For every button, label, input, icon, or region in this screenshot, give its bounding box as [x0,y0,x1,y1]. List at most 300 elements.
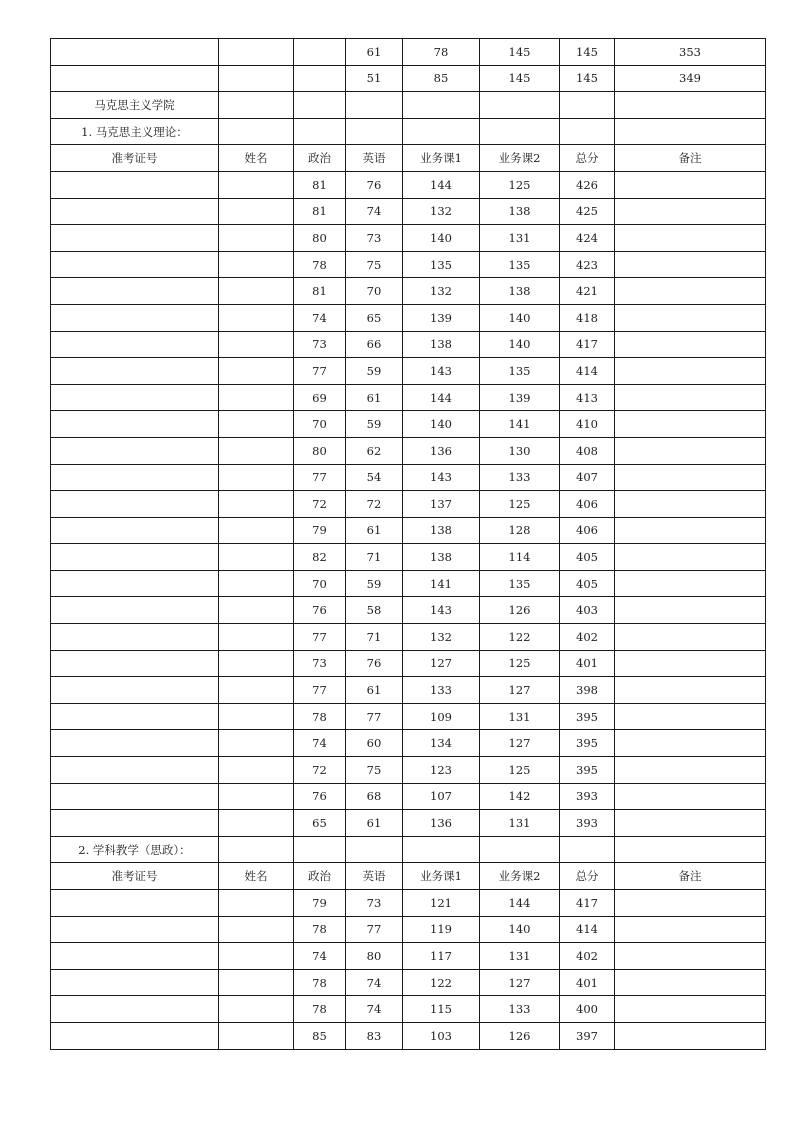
english-score: 61 [346,810,403,837]
empty-cell [294,836,346,863]
note-cell [615,916,766,943]
name-masked [219,225,294,252]
name-masked [219,943,294,970]
header-id: 准考证号 [51,145,219,172]
table-row [51,969,766,996]
english-score: 80 [346,943,403,970]
header-yy: 英语 [346,145,403,172]
header-ywk1: 业务课1 [403,863,480,890]
total-score: 421 [560,278,615,305]
course1-score: 123 [403,757,480,784]
header-yy: 英语 [346,863,403,890]
exam-id-masked [51,703,219,730]
table-row [51,996,766,1023]
total-score: 414 [560,916,615,943]
course1-score: 138 [403,331,480,358]
header-note: 备注 [615,863,766,890]
total-score: 410 [560,411,615,438]
name-masked [219,1022,294,1049]
english-score: 70 [346,278,403,305]
note-cell [615,677,766,704]
note-cell [615,358,766,385]
empty-cell [403,836,480,863]
course1-score: 143 [403,464,480,491]
politics-score: 76 [294,783,346,810]
course2-score: 144 [480,890,560,917]
english-score: 61 [346,677,403,704]
english-score: 61 [346,517,403,544]
exam-id-masked [51,783,219,810]
empty-cell [219,118,294,145]
course1-score: 103 [403,1022,480,1049]
name-masked [219,491,294,518]
english-score: 78 [403,39,480,66]
exam-id-masked [51,996,219,1023]
total-score: 425 [560,198,615,225]
english-score: 74 [346,198,403,225]
name-masked [219,411,294,438]
note-cell [615,491,766,518]
empty-cell [219,836,294,863]
politics-score: 72 [294,757,346,784]
english-score: 71 [346,624,403,651]
course1-score: 143 [403,358,480,385]
exam-id-masked [51,225,219,252]
masked-cell [219,39,294,66]
table-row [51,437,766,464]
exam-id-masked [51,810,219,837]
exam-id-masked [51,437,219,464]
name-masked [219,517,294,544]
politics-score: 77 [294,464,346,491]
note-cell [615,757,766,784]
masked-cell [294,65,346,92]
name-masked [219,783,294,810]
total-score: 395 [560,757,615,784]
english-score: 76 [346,650,403,677]
total-score: 402 [560,624,615,651]
note-cell [615,411,766,438]
table-row [51,464,766,491]
english-score: 66 [346,331,403,358]
table-row [51,624,766,651]
name-masked [219,570,294,597]
empty-cell [560,118,615,145]
english-score: 59 [346,358,403,385]
note-cell [615,624,766,651]
total-score: 424 [560,225,615,252]
course1-score: 144 [403,384,480,411]
note-cell [615,171,766,198]
politics-score: 80 [294,225,346,252]
english-score: 72 [346,491,403,518]
table-row [51,677,766,704]
politics-score: 69 [294,384,346,411]
empty-cell [346,836,403,863]
table-row [51,251,766,278]
course1-score: 119 [403,916,480,943]
name-masked [219,916,294,943]
header-ywk2: 业务课2 [480,863,560,890]
total-score: 417 [560,890,615,917]
note-cell [615,384,766,411]
course2-score: 133 [480,996,560,1023]
name-masked [219,969,294,996]
course1-score: 138 [403,517,480,544]
name-masked [219,251,294,278]
college-title: 马克思主义学院 [51,92,219,119]
english-score: 73 [346,225,403,252]
course2-score: 127 [480,969,560,996]
empty-cell [294,92,346,119]
exam-id-masked [51,278,219,305]
course2-score: 126 [480,1022,560,1049]
exam-id-masked [51,570,219,597]
course1-score: 135 [403,251,480,278]
note-cell [615,730,766,757]
politics-score: 78 [294,251,346,278]
course2-score: 145 [560,39,615,66]
politics-score: 78 [294,703,346,730]
english-score: 59 [346,570,403,597]
exam-id-masked [51,650,219,677]
name-masked [219,384,294,411]
note-cell [615,198,766,225]
course1-score: 145 [480,39,560,66]
course2-score: 131 [480,225,560,252]
college-row [51,92,766,119]
course2-score: 135 [480,570,560,597]
header-row [51,863,766,890]
table-row [51,278,766,305]
total-score: 407 [560,464,615,491]
table-row [51,198,766,225]
course1-score: 140 [403,225,480,252]
exam-id-masked [51,198,219,225]
exam-id-masked [51,1022,219,1049]
name-masked [219,810,294,837]
course2-score: 125 [480,171,560,198]
politics-score: 65 [294,810,346,837]
exam-id-masked [51,624,219,651]
note-cell [615,437,766,464]
table-row [51,331,766,358]
politics-score: 81 [294,171,346,198]
exam-id-masked [51,464,219,491]
english-score: 74 [346,996,403,1023]
total-score: 418 [560,304,615,331]
politics-score: 77 [294,358,346,385]
empty-cell [615,118,766,145]
note-cell [615,331,766,358]
name-masked [219,757,294,784]
table-row [51,517,766,544]
course2-score: 140 [480,331,560,358]
name-masked [219,437,294,464]
header-name: 姓名 [219,863,294,890]
header-id: 准考证号 [51,863,219,890]
course2-score: 138 [480,198,560,225]
masked-cell [219,65,294,92]
total-score: 401 [560,650,615,677]
politics-score: 73 [294,650,346,677]
empty-cell [219,92,294,119]
name-masked [219,304,294,331]
name-masked [219,278,294,305]
note-cell [615,943,766,970]
table-row [51,358,766,385]
note-cell [615,969,766,996]
english-score: 75 [346,251,403,278]
course1-score: 144 [403,171,480,198]
empty-cell [480,118,560,145]
exam-id-masked [51,411,219,438]
section-title: 1. 马克思主义理论： [51,118,219,145]
note-cell [615,544,766,571]
note-cell [615,304,766,331]
course2-score: 135 [480,251,560,278]
total-score: 349 [615,65,766,92]
exam-id-masked [51,171,219,198]
name-masked [219,464,294,491]
note-cell [615,278,766,305]
politics-score: 74 [294,943,346,970]
course1-score: 134 [403,730,480,757]
exam-id-masked [51,969,219,996]
exam-id-masked [51,384,219,411]
table-row [51,570,766,597]
table-row [51,225,766,252]
exam-id-masked [51,544,219,571]
table-row [51,304,766,331]
exam-id-masked [51,304,219,331]
exam-id-masked [51,517,219,544]
note-cell [615,597,766,624]
politics-score: 80 [294,437,346,464]
course2-score: 141 [480,411,560,438]
note-cell [615,810,766,837]
course1-score: 141 [403,570,480,597]
table-row [51,39,766,66]
course1-score: 136 [403,437,480,464]
table-row [51,411,766,438]
course1-score: 143 [403,597,480,624]
english-score: 73 [346,890,403,917]
total-score: 403 [560,597,615,624]
total-score: 414 [560,358,615,385]
table-row [51,597,766,624]
english-score: 59 [346,411,403,438]
course2-score: 122 [480,624,560,651]
politics-score: 78 [294,969,346,996]
politics-score: 81 [294,198,346,225]
total-score: 397 [560,1022,615,1049]
note-cell [615,783,766,810]
english-score: 77 [346,916,403,943]
table-row [51,730,766,757]
note-cell [615,996,766,1023]
course2-score: 131 [480,943,560,970]
politics-score: 77 [294,677,346,704]
exam-id-masked [51,597,219,624]
course2-score: 140 [480,304,560,331]
politics-score: 81 [294,278,346,305]
table-row [51,890,766,917]
name-masked [219,890,294,917]
exam-id-masked [51,491,219,518]
table-row [51,650,766,677]
course2-score: 133 [480,464,560,491]
english-score: 60 [346,730,403,757]
note-cell [615,1022,766,1049]
name-masked [219,597,294,624]
english-score: 61 [346,384,403,411]
empty-cell [403,92,480,119]
empty-cell [480,836,560,863]
total-score: 406 [560,517,615,544]
note-cell [615,703,766,730]
total-score: 353 [615,39,766,66]
total-score: 401 [560,969,615,996]
politics-score: 72 [294,491,346,518]
course1-score: 107 [403,783,480,810]
note-cell [615,650,766,677]
politics-score: 77 [294,624,346,651]
politics-score: 74 [294,304,346,331]
politics-score: 73 [294,331,346,358]
total-score: 405 [560,544,615,571]
table-row [51,757,766,784]
course1-score: 117 [403,943,480,970]
exam-id-masked [51,943,219,970]
total-score: 408 [560,437,615,464]
name-masked [219,331,294,358]
course1-score: 132 [403,278,480,305]
course2-score: 114 [480,544,560,571]
course1-score: 122 [403,969,480,996]
exam-id-masked [51,677,219,704]
course1-score: 136 [403,810,480,837]
course2-score: 130 [480,437,560,464]
header-zz: 政治 [294,863,346,890]
name-masked [219,198,294,225]
course2-score: 139 [480,384,560,411]
english-score: 54 [346,464,403,491]
course1-score: 145 [480,65,560,92]
course2-score: 125 [480,650,560,677]
header-ywk1: 业务课1 [403,145,480,172]
english-score: 76 [346,171,403,198]
total-score: 405 [560,570,615,597]
table-row [51,916,766,943]
total-score: 393 [560,810,615,837]
name-masked [219,677,294,704]
table-row [51,544,766,571]
politics-score: 82 [294,544,346,571]
total-score: 400 [560,996,615,1023]
header-row [51,145,766,172]
header-zz: 政治 [294,145,346,172]
course2-score: 145 [560,65,615,92]
masked-cell [51,39,219,66]
name-masked [219,730,294,757]
table-row [51,65,766,92]
total-score: 406 [560,491,615,518]
section-title-row [51,118,766,145]
section-title: 2. 学科教学（思政）： [51,836,219,863]
exam-id-masked [51,331,219,358]
header-note: 备注 [615,145,766,172]
total-score: 423 [560,251,615,278]
header-total: 总分 [560,145,615,172]
english-score: 85 [403,65,480,92]
header-total: 总分 [560,863,615,890]
total-score: 413 [560,384,615,411]
empty-cell [615,836,766,863]
empty-cell [615,92,766,119]
course2-score: 125 [480,491,560,518]
politics-score: 85 [294,1022,346,1049]
course1-score: 132 [403,624,480,651]
politics-score: 70 [294,411,346,438]
course2-score: 135 [480,358,560,385]
politics-score: 61 [346,39,403,66]
course2-score: 142 [480,783,560,810]
total-score: 395 [560,730,615,757]
exam-id-masked [51,358,219,385]
total-score: 402 [560,943,615,970]
table-row [51,171,766,198]
total-score: 426 [560,171,615,198]
english-score: 58 [346,597,403,624]
course1-score: 140 [403,411,480,438]
english-score: 68 [346,783,403,810]
name-masked [219,544,294,571]
table-row [51,783,766,810]
empty-cell [294,118,346,145]
english-score: 74 [346,969,403,996]
table-row [51,1022,766,1049]
course2-score: 125 [480,757,560,784]
name-masked [219,171,294,198]
course2-score: 128 [480,517,560,544]
masked-cell [294,39,346,66]
course2-score: 126 [480,597,560,624]
table-row [51,943,766,970]
exam-id-masked [51,730,219,757]
empty-cell [346,92,403,119]
english-score: 65 [346,304,403,331]
name-masked [219,996,294,1023]
note-cell [615,251,766,278]
note-cell [615,225,766,252]
exam-id-masked [51,251,219,278]
empty-cell [560,92,615,119]
english-score: 71 [346,544,403,571]
exam-id-masked [51,916,219,943]
exam-id-masked [51,757,219,784]
section-title-row [51,836,766,863]
course2-score: 131 [480,703,560,730]
english-score: 75 [346,757,403,784]
politics-score: 79 [294,517,346,544]
course2-score: 127 [480,730,560,757]
total-score: 398 [560,677,615,704]
empty-cell [480,92,560,119]
politics-score: 74 [294,730,346,757]
empty-cell [403,118,480,145]
course2-score: 138 [480,278,560,305]
